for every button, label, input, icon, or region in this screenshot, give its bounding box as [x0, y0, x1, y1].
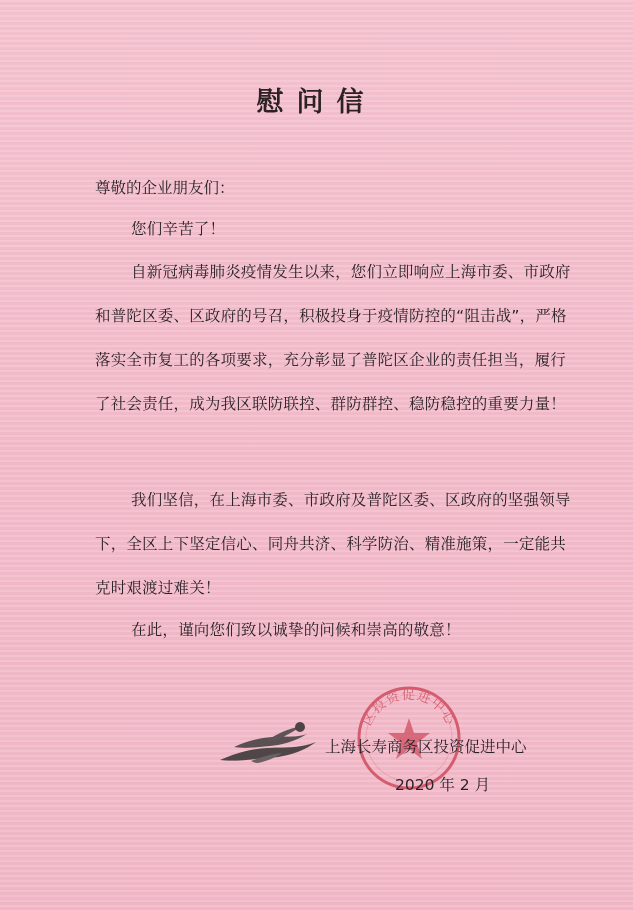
signature-organization: 上海长寿商务区投资促进中心: [325, 738, 527, 756]
letter-title: 慰问信: [256, 87, 377, 118]
signature-date: 2020 年 2 月: [395, 776, 491, 794]
seal-text: 区投资促进中心: [360, 688, 458, 729]
letter-salutation: 尊敬的企业朋友们：: [95, 179, 235, 197]
organization-logo-icon: [212, 718, 322, 778]
letter-paragraph-4: 在此，谨向您们致以诚挚的问候和崇高的敬意！: [131, 621, 461, 639]
letter-paragraph-1: 您们辛苦了！: [131, 220, 226, 238]
letter-paragraph-3: 我们坚信，在上海市委、市政府及普陀区委、区政府的坚强领导下，全区上下坚定信心、同舟共济、科学防治、精准施策，一定能共克时艰渡过难关！: [95, 491, 571, 597]
letter-paragraph-2: 自新冠病毒肺炎疫情发生以来，您们立即响应上海市委、市政府和普陀区委、区政府的号召，积极投身于疫情防控的“阻击战”，严格落实全市复工的各项要求，充分彰显了普陀区企业的责任担当，履行了社会责任，成为我区联防联控、群防群控、稳防稳控的重要力量！: [95, 263, 571, 413]
